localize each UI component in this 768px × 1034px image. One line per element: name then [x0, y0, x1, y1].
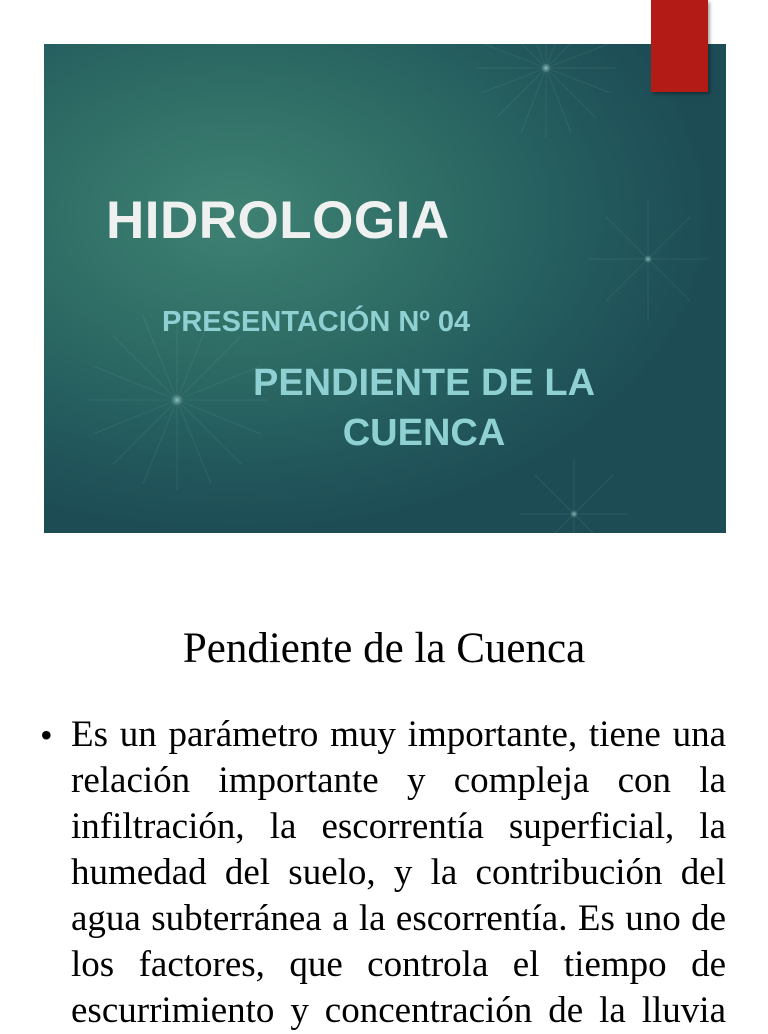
bullet-list [40, 712, 726, 1034]
bullet-item [40, 712, 726, 1034]
content-slide-title: Pendiente de la Cuenca [182, 625, 586, 672]
presentation-topic: PENDIENTE DE LA CUENCA [252, 362, 596, 454]
presentation-number: PRESENTACIÓN Nº 04 [162, 306, 471, 338]
bullet-marker: • [40, 715, 53, 755]
bullet-text: Es un parámetro muy importante, tiene una relación importante y compleja con la infiltración, la escorrentía superficial, la humedad del suelo, y la contribución del agua subterránea a la escorrentía. Es uno de los factores, que controla el tiempo de escurrimiento y concentración de la lluvia [71, 714, 726, 1031]
presentation-title: HIDROLOGIA [106, 191, 450, 250]
title-slide [44, 44, 726, 533]
starburst-decoration [44, 44, 726, 533]
red-accent-tab [651, 0, 708, 92]
